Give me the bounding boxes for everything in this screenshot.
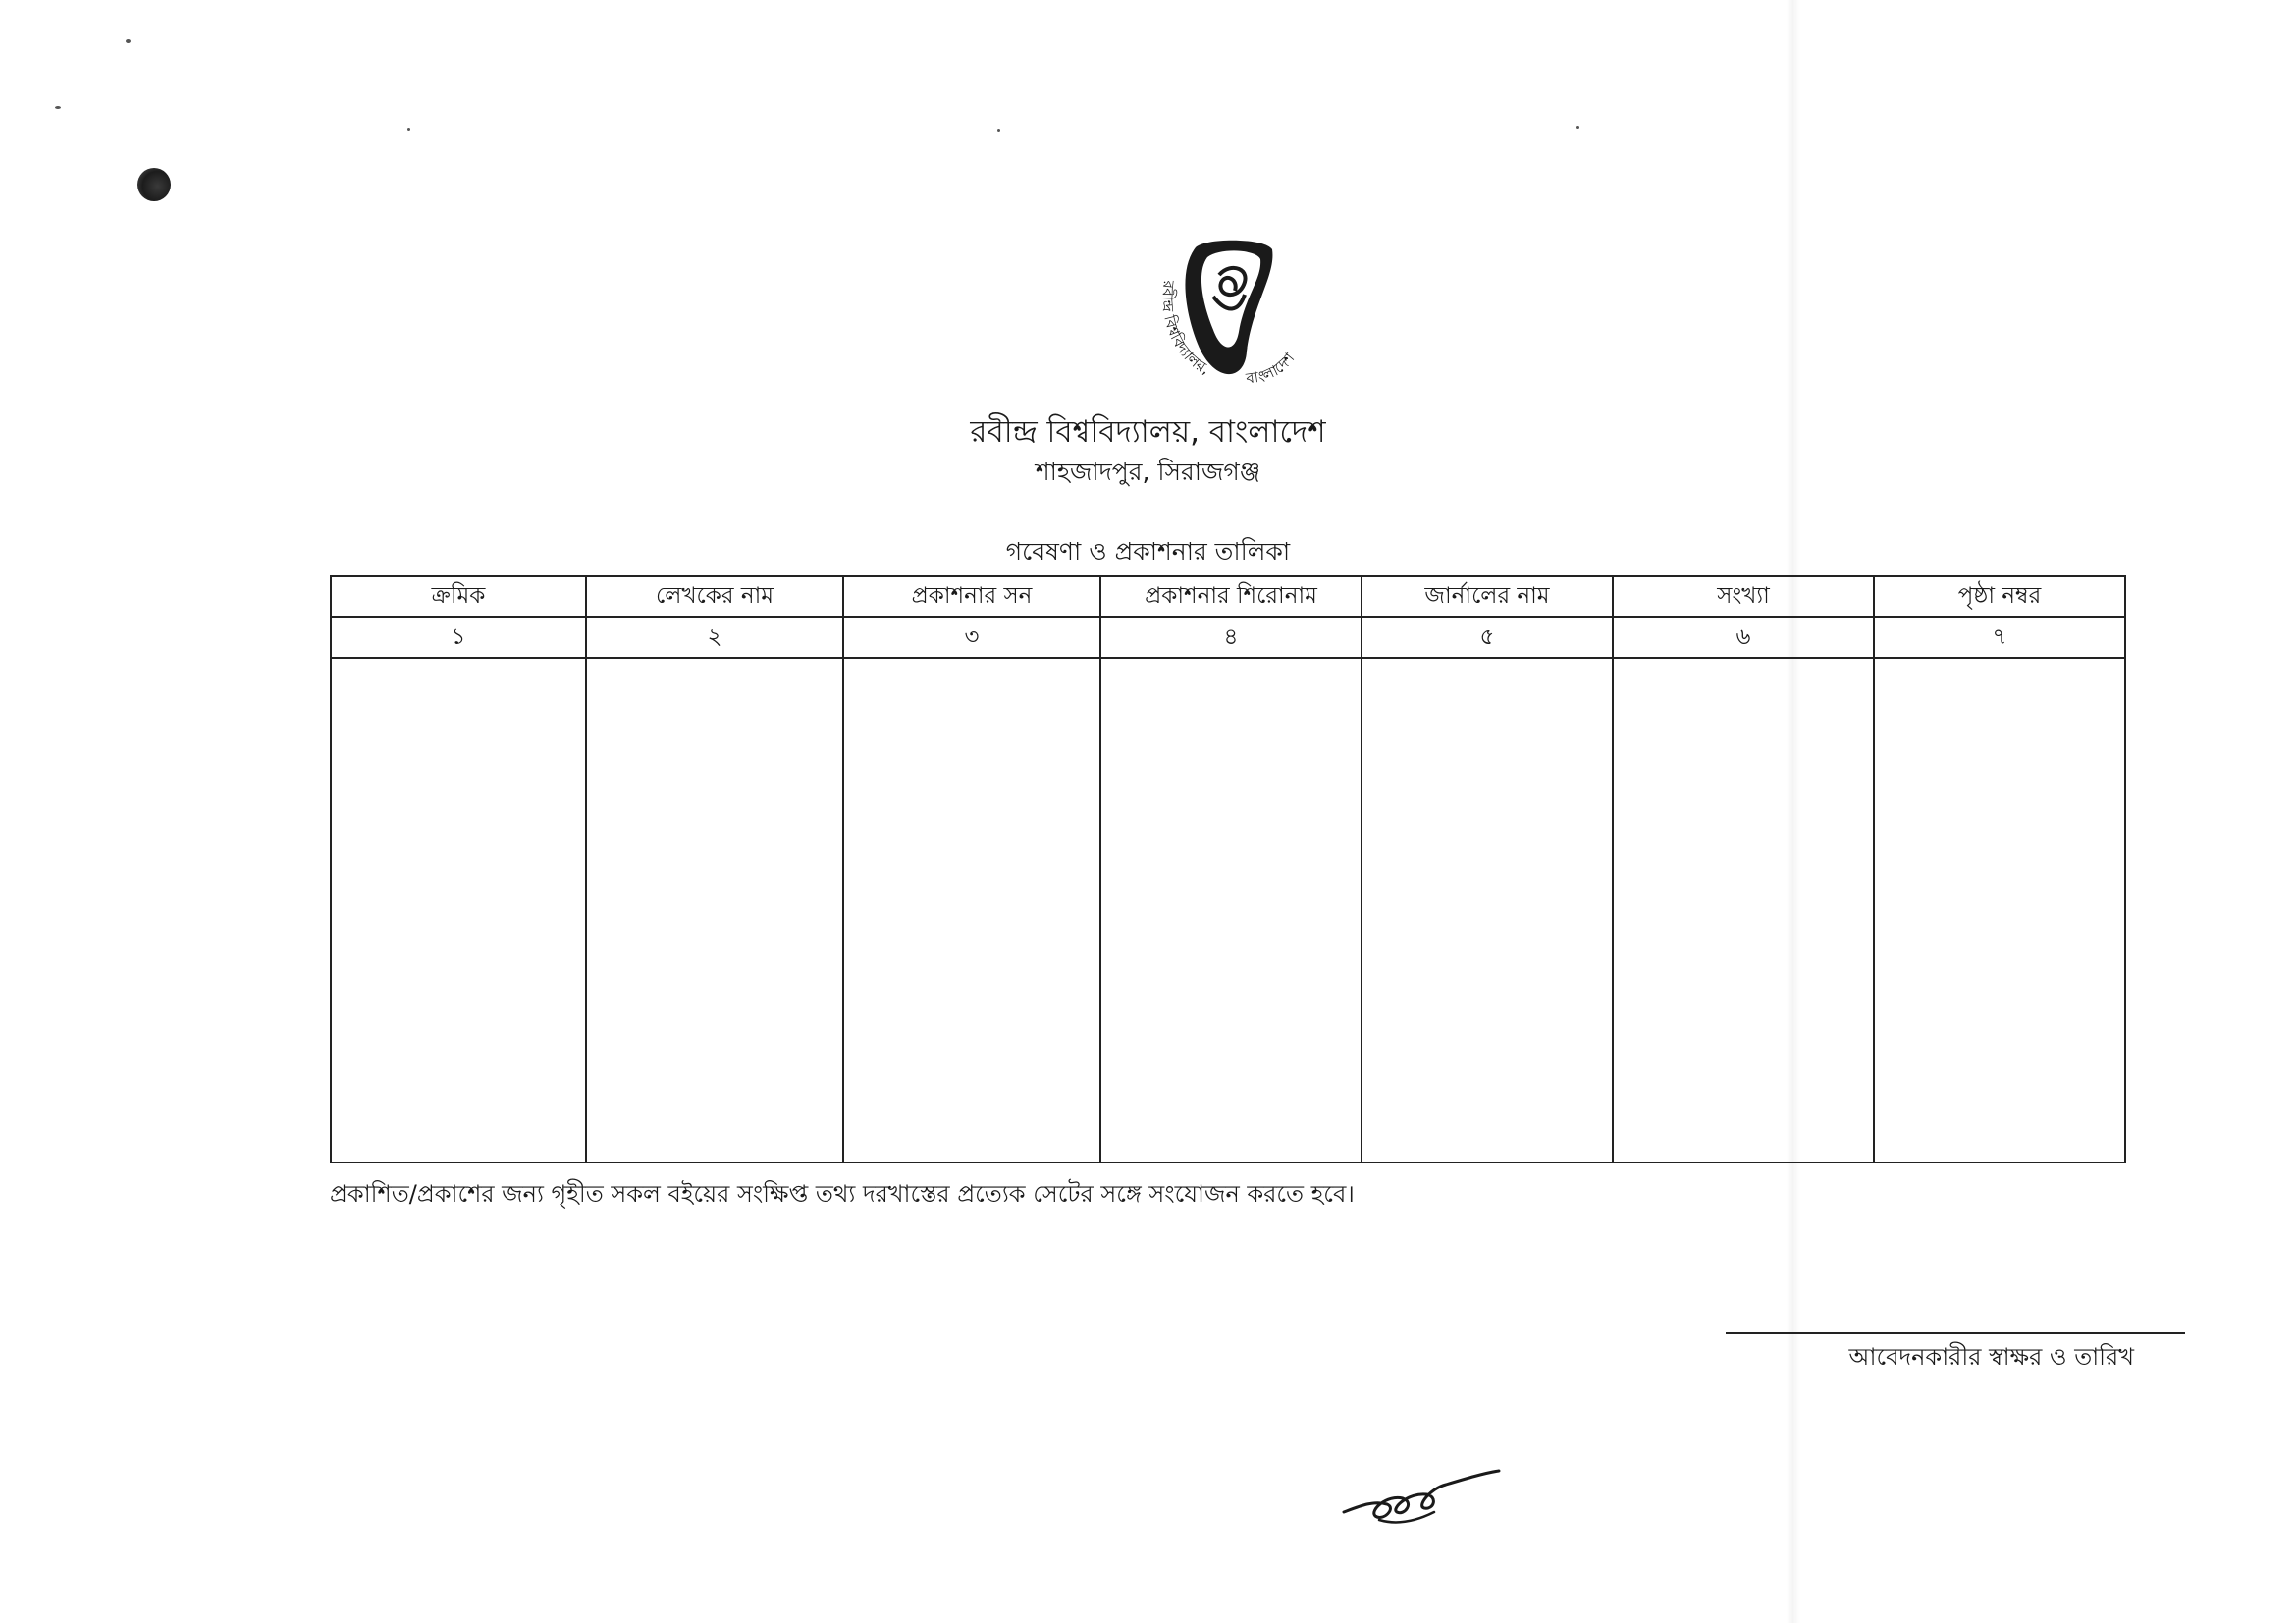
table-column-number-row <box>331 617 2125 658</box>
column-header-publication-year: প্রকাশনার সন <box>843 576 1100 617</box>
university-logo <box>1137 236 1333 422</box>
column-number: ৭ <box>1874 617 2125 658</box>
scan-speck <box>997 129 1000 132</box>
handwritten-signature <box>1340 1461 1502 1530</box>
entry-cell-page-number[interactable] <box>1874 658 2125 1163</box>
table-title: গবেষণা ও প্রকাশনার তালিকা <box>1005 537 1291 566</box>
column-header-issue: সংখ্যা <box>1613 576 1874 617</box>
entry-cell-publication-title[interactable] <box>1100 658 1362 1163</box>
column-header-author-name: লেখকের নাম <box>586 576 843 617</box>
column-header-page-number: পৃষ্ঠা নম্বর <box>1874 576 2125 617</box>
entry-cell-issue[interactable] <box>1613 658 1874 1163</box>
logo-arc-text-left: রবীন্দ্র বিশ্ববিদ্যালয়, <box>1158 279 1213 379</box>
logo-arc-text-right: বাংলাদেশ <box>1245 350 1299 388</box>
svg-text:বাংলাদেশ <box>1244 349 1299 388</box>
university-address: শাহজাদপুর, সিরাজগঞ্জ <box>1035 458 1261 486</box>
scan-speck <box>126 39 131 43</box>
entry-cell-author-name[interactable] <box>586 658 843 1163</box>
column-number: ৬ <box>1613 617 1874 658</box>
table-footnote: প্রকাশিত/প্রকাশের জন্য গৃহীত সকল বইয়ের সংক্ষিপ্ত তথ্য দরখাস্তের প্রত্যেক সেটের সঙ্গে সংযোজন করতে হবে। <box>330 1180 1355 1208</box>
column-number: ২ <box>586 617 843 658</box>
column-header-serial: ক্রমিক <box>331 576 586 617</box>
column-header-journal-name: জার্নালের নাম <box>1362 576 1613 617</box>
table-entry-row <box>331 658 2125 1163</box>
column-number: ১ <box>331 617 586 658</box>
column-number: ৫ <box>1362 617 1613 658</box>
signature-label: আবেদনকারীর স্বাক্ষর ও তারিখ <box>1848 1343 2134 1371</box>
scan-speck <box>1576 126 1579 129</box>
entry-cell-journal-name[interactable] <box>1362 658 1613 1163</box>
column-number: ৪ <box>1100 617 1362 658</box>
table-header-row <box>331 576 2125 617</box>
entry-cell-publication-year[interactable] <box>843 658 1100 1163</box>
publication-table <box>330 575 2126 1163</box>
column-number: ৩ <box>843 617 1100 658</box>
punch-hole <box>137 168 171 201</box>
signature-line[interactable] <box>1726 1332 2185 1334</box>
university-name: রবীন্দ্র বিশ্ববিদ্যালয়, বাংলাদেশ <box>970 414 1326 450</box>
entry-cell-serial[interactable] <box>331 658 586 1163</box>
scan-speck <box>407 128 410 131</box>
column-header-publication-title: প্রকাশনার শিরোনাম <box>1100 576 1362 617</box>
scan-speck <box>55 106 61 109</box>
